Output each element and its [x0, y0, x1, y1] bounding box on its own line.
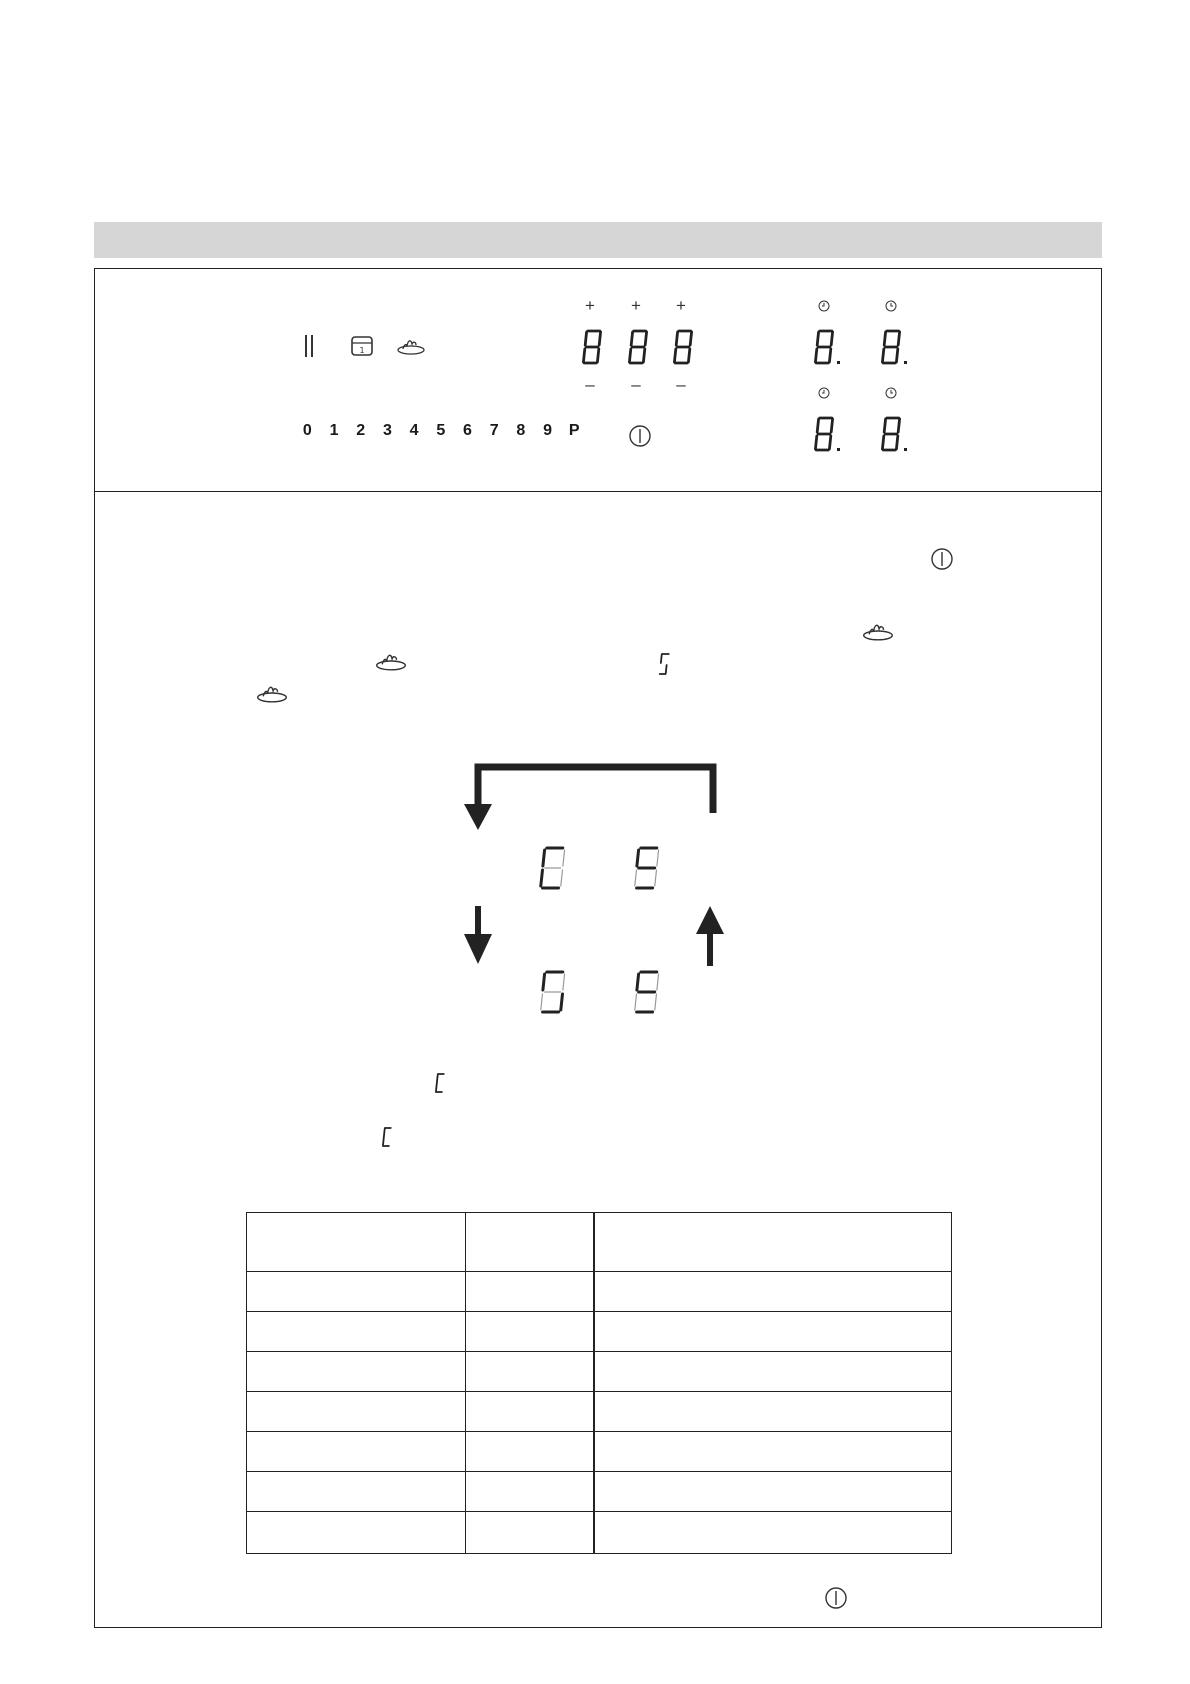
- power-level-4[interactable]: 4: [409, 422, 419, 439]
- table-row: [247, 1271, 951, 1272]
- timer-clock-icon: [885, 300, 897, 312]
- settings-table: [246, 1212, 952, 1554]
- power-level-7[interactable]: 7: [489, 422, 499, 439]
- table-row: [247, 1351, 951, 1352]
- power-icon-inline: [824, 1586, 848, 1610]
- timer-display-4: [879, 415, 909, 453]
- pause-icon: [304, 335, 314, 357]
- power-level-8[interactable]: 8: [516, 422, 526, 439]
- power-level-0[interactable]: 0: [302, 422, 312, 439]
- minus-key-zone-3[interactable]: –: [676, 375, 686, 394]
- sequence-diagram: [460, 758, 730, 1038]
- panel-divider: [95, 491, 1101, 492]
- section-header-bar: [94, 222, 1102, 258]
- timer-clock-icon: [885, 387, 897, 399]
- power-level-6[interactable]: 6: [463, 422, 472, 439]
- power-level-p[interactable]: P: [568, 422, 580, 439]
- minus-key-zone-2[interactable]: –: [631, 375, 641, 394]
- arrow-up-icon: [696, 906, 724, 934]
- wave-icon-inline: [254, 682, 290, 704]
- zone-display-3: [671, 328, 695, 366]
- power-level-5[interactable]: 5: [436, 422, 446, 439]
- lock-icon: [350, 334, 374, 358]
- timer-clock-icon: [818, 387, 830, 399]
- timer-clock-icon: [818, 300, 830, 312]
- wave-icon: [396, 336, 426, 356]
- power-level-1[interactable]: 1: [329, 422, 339, 439]
- segment-glyph-inline: [381, 1126, 393, 1148]
- table-row: [247, 1471, 951, 1472]
- timer-display-1: [812, 328, 842, 366]
- power-icon-inline: [930, 547, 954, 571]
- power-level-9[interactable]: 9: [543, 422, 552, 439]
- wave-icon-inline: [860, 620, 896, 642]
- plus-key-zone-1[interactable]: +: [585, 296, 595, 315]
- table-row: [247, 1431, 951, 1432]
- table-row: [247, 1391, 951, 1392]
- minus-key-zone-1[interactable]: –: [585, 375, 595, 394]
- arrow-down-icon: [464, 934, 492, 964]
- zone-display-2: [626, 328, 650, 366]
- plus-key-zone-3[interactable]: +: [676, 296, 686, 315]
- table-row: [247, 1511, 951, 1512]
- timer-display-3: [812, 415, 842, 453]
- segment-glyph-inline: [658, 652, 672, 676]
- power-icon[interactable]: [628, 424, 652, 448]
- segment-glyph-inline: [434, 1072, 446, 1094]
- power-level-slider[interactable]: [294, 422, 588, 440]
- arrow-down-icon: [464, 804, 492, 830]
- table-column-divider: [593, 1213, 595, 1553]
- power-level-2[interactable]: 2: [356, 422, 366, 439]
- table-row: [247, 1311, 951, 1312]
- power-level-3[interactable]: 3: [382, 422, 392, 439]
- plus-key-zone-2[interactable]: +: [631, 296, 641, 315]
- wave-icon-inline: [373, 650, 409, 672]
- timer-display-2: [879, 328, 909, 366]
- zone-display-1: [580, 328, 604, 366]
- svg-text:1: 1: [359, 346, 365, 355]
- table-column-divider: [465, 1213, 466, 1553]
